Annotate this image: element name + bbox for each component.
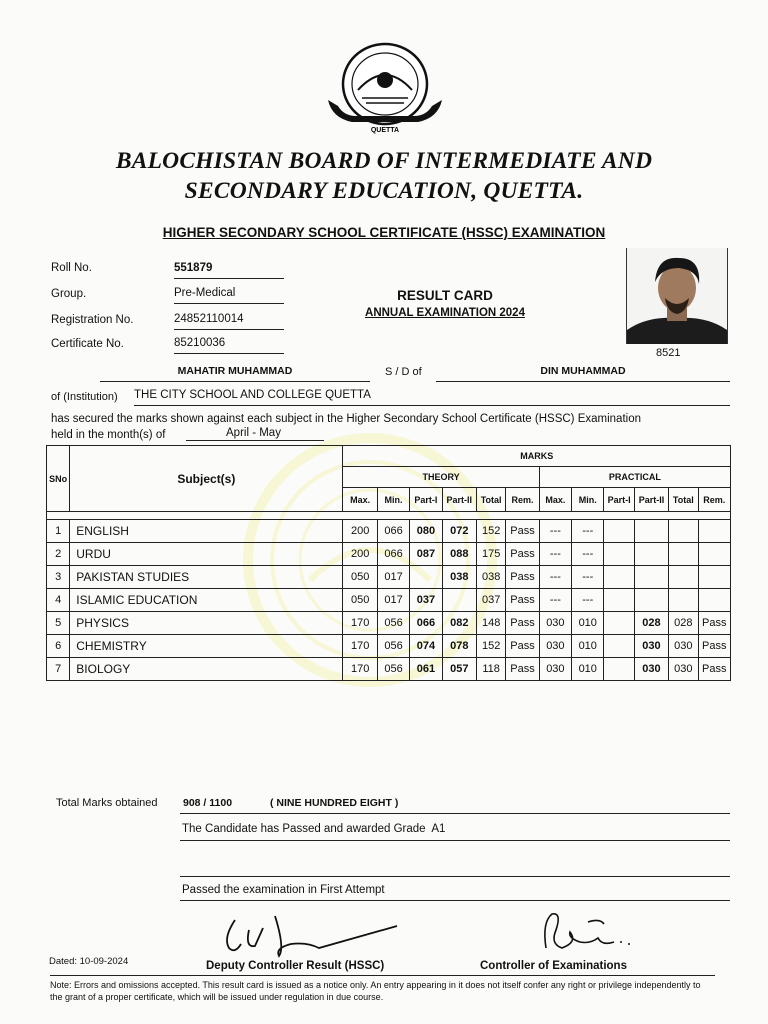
cell-p-total: 030 [669,635,698,658]
cell-p-min: --- [572,543,604,566]
cell-t-rem: Pass [506,589,539,612]
header-practical-total: Total [669,488,698,512]
header-practical-part2: Part-II [634,488,668,512]
grade-value: A1 [431,823,446,835]
exam-title: HIGHER SECONDARY SCHOOL CERTIFICATE (HSSC) EXAMINATION [162,225,606,240]
cell-p-max: 030 [539,612,571,635]
cell-t-rem: Pass [506,566,539,589]
cell-t-max: 170 [343,658,377,681]
table-spacer [47,512,731,520]
father-name: DIN MUHAMMAD [436,365,730,382]
header-practical-part1: Part-I [604,488,634,512]
marks-body [47,520,731,681]
cell-t-p1: 037 [410,589,442,612]
blank-line [180,876,730,877]
cell-sno: 5 [47,612,70,635]
cell-t-p1: 080 [410,520,442,543]
cell-p-max: 030 [539,635,571,658]
cell-p-min: --- [572,520,604,543]
header-practical-min: Min. [572,488,604,512]
institution-label: of (Institution) [51,391,118,403]
cell-p-min: 010 [572,658,604,681]
cell-p-total [669,520,698,543]
roll-value: 551879 [174,262,284,279]
roll-label: Roll No. [51,262,92,274]
total-underline [180,813,730,814]
table-row [47,520,731,543]
cell-subject: ENGLISH [70,520,343,543]
total-words: ( NINE HUNDRED EIGHT ) [270,797,399,809]
exam-months: April - May [186,427,324,441]
cell-t-total: 152 [476,635,505,658]
cell-t-min: 066 [377,520,409,543]
cell-p-p1 [604,612,634,635]
cert-label: Certificate No. [51,338,124,350]
cell-p-rem [698,543,731,566]
cell-p-rem: Pass [698,612,731,635]
cell-p-p1 [604,566,634,589]
table-row [47,589,731,612]
cell-sno: 7 [47,658,70,681]
marks-table [46,445,731,681]
cell-p-rem [698,589,731,612]
cell-t-max: 050 [343,589,377,612]
cell-t-p2: 082 [442,612,476,635]
cell-p-p1 [604,543,634,566]
cell-p-min: --- [572,566,604,589]
cell-subject: BIOLOGY [70,658,343,681]
cell-p-max: --- [539,543,571,566]
grade-underline [180,840,730,841]
grade-text-label: The Candidate has Passed and awarded Grade [182,823,426,835]
cell-p-min: 010 [572,635,604,658]
result-card-subtitle: ANNUAL EXAMINATION 2024 [365,307,525,319]
header-theory-rem: Rem. [506,488,539,512]
cell-t-min: 056 [377,635,409,658]
cell-sno: 4 [47,589,70,612]
cell-t-rem: Pass [506,658,539,681]
board-title-line2: SECONDARY EDUCATION, QUETTA. [184,178,584,204]
cell-t-rem: Pass [506,520,539,543]
cell-t-max: 170 [343,635,377,658]
cell-subject: ISLAMIC EDUCATION [70,589,343,612]
cell-p-total: 028 [669,612,698,635]
cell-p-p2: 030 [634,658,668,681]
cell-p-min: 010 [572,612,604,635]
cell-p-p2 [634,543,668,566]
cell-p-rem [698,566,731,589]
cell-p-p2 [634,589,668,612]
grade-text [182,823,445,835]
cell-t-min: 017 [377,589,409,612]
cell-t-min: 017 [377,566,409,589]
cell-t-total: 152 [476,520,505,543]
header-theory-max: Max. [343,488,377,512]
cell-t-max: 050 [343,566,377,589]
cell-t-max: 200 [343,543,377,566]
header-subject: Subject(s) [70,446,343,512]
table-row [47,566,731,589]
logo-city-text: QUETTA [370,127,400,134]
attempt-text: Passed the examination in First Attempt [182,884,385,896]
cell-p-max: --- [539,520,571,543]
dated-text: Dated: 10-09-2024 [49,956,129,967]
deputy-title: Deputy Controller Result (HSSC) [206,960,385,972]
cell-t-p2: 057 [442,658,476,681]
cell-subject: PAKISTAN STUDIES [70,566,343,589]
cell-t-p2: 038 [442,566,476,589]
header-theory-total: Total [476,488,505,512]
table-row [47,543,731,566]
total-label: Total Marks obtained [56,797,158,809]
cell-t-p2: 072 [442,520,476,543]
header-sno: SNo [47,446,70,512]
cell-t-p1: 074 [410,635,442,658]
candidate-photo-image [627,248,727,344]
cell-p-p2 [634,566,668,589]
cell-p-max: 030 [539,658,571,681]
cell-t-total: 118 [476,658,505,681]
cell-t-max: 200 [343,520,377,543]
cell-t-min: 056 [377,612,409,635]
cell-t-rem: Pass [506,612,539,635]
cell-subject: CHEMISTRY [70,635,343,658]
board-title [0,146,768,206]
secured-text: has secured the marks shown against each subject in the Higher Secondary School Certificate (HSSC) Examination [51,413,641,425]
cell-sno: 3 [47,566,70,589]
cell-p-p2: 028 [634,612,668,635]
reg-label: Registration No. [51,314,134,326]
table-row [47,612,731,635]
header-practical-rem: Rem. [698,488,731,512]
cell-t-min: 056 [377,658,409,681]
cell-p-p1 [604,658,634,681]
header-theory-min: Min. [377,488,409,512]
cell-t-max: 170 [343,612,377,635]
cell-t-total: 037 [476,589,505,612]
header-theory: THEORY [343,467,539,488]
cell-p-rem [698,520,731,543]
attempt-underline [180,900,730,901]
cell-p-p2: 030 [634,635,668,658]
header-practical-max: Max. [539,488,571,512]
group-value: Pre-Medical [174,287,284,304]
held-label: held in the month(s) of [51,429,166,441]
cell-t-p2: 078 [442,635,476,658]
footer-note: Note: Errors and omissions accepted. This result card is issued as a notice only. An entry appearing in it does not itself confer any right or privilege independently to the grant of a proper certificate, which will be issued under regulation in due course. [50,975,715,1003]
cell-t-rem: Pass [506,543,539,566]
cell-subject: PHYSICS [70,612,343,635]
sd-of-label: S / D of [385,366,422,378]
header-practical: PRACTICAL [539,467,730,488]
controller-title: Controller of Examinations [480,960,627,972]
cell-p-p1 [604,635,634,658]
cell-sno: 2 [47,543,70,566]
cell-t-p1 [410,566,442,589]
cell-p-p1 [604,589,634,612]
candidate-photo [626,248,728,344]
cell-p-rem: Pass [698,635,731,658]
cell-p-max: --- [539,589,571,612]
header-theory-part1: Part-I [410,488,442,512]
cell-t-min: 066 [377,543,409,566]
photo-number: 8521 [656,347,681,359]
cell-t-total: 175 [476,543,505,566]
header-marks: MARKS [343,446,731,467]
cell-p-max: --- [539,566,571,589]
table-row [47,658,731,681]
header-theory-part2: Part-II [442,488,476,512]
cell-t-p2 [442,589,476,612]
cell-sno: 1 [47,520,70,543]
controller-signature [528,908,638,960]
cell-p-total [669,543,698,566]
cell-p-total [669,566,698,589]
candidate-name: MAHATIR MUHAMMAD [100,365,370,382]
cell-t-p1: 061 [410,658,442,681]
cell-p-total [669,589,698,612]
cell-t-p1: 087 [410,543,442,566]
reg-value: 24852110014 [174,313,284,330]
result-card-title: RESULT CARD [397,288,493,303]
deputy-signature [215,908,405,960]
cell-p-min: --- [572,589,604,612]
cell-sno: 6 [47,635,70,658]
group-label: Group. [51,288,87,300]
total-value: 908 / 1100 [183,797,233,809]
cell-subject: URDU [70,543,343,566]
cell-p-total: 030 [669,658,698,681]
cell-p-p2 [634,520,668,543]
cell-t-total: 038 [476,566,505,589]
board-title-line1: BALOCHISTAN BOARD OF INTERMEDIATE AND [115,148,653,174]
cell-t-rem: Pass [506,635,539,658]
cell-p-rem: Pass [698,658,731,681]
cell-p-p1 [604,520,634,543]
board-logo [322,40,448,136]
cell-t-total: 148 [476,612,505,635]
cell-t-p1: 066 [410,612,442,635]
institution-value: THE CITY SCHOOL AND COLLEGE QUETTA [134,389,730,406]
table-row [47,635,731,658]
cert-value: 85210036 [174,337,284,354]
cell-t-p2: 088 [442,543,476,566]
